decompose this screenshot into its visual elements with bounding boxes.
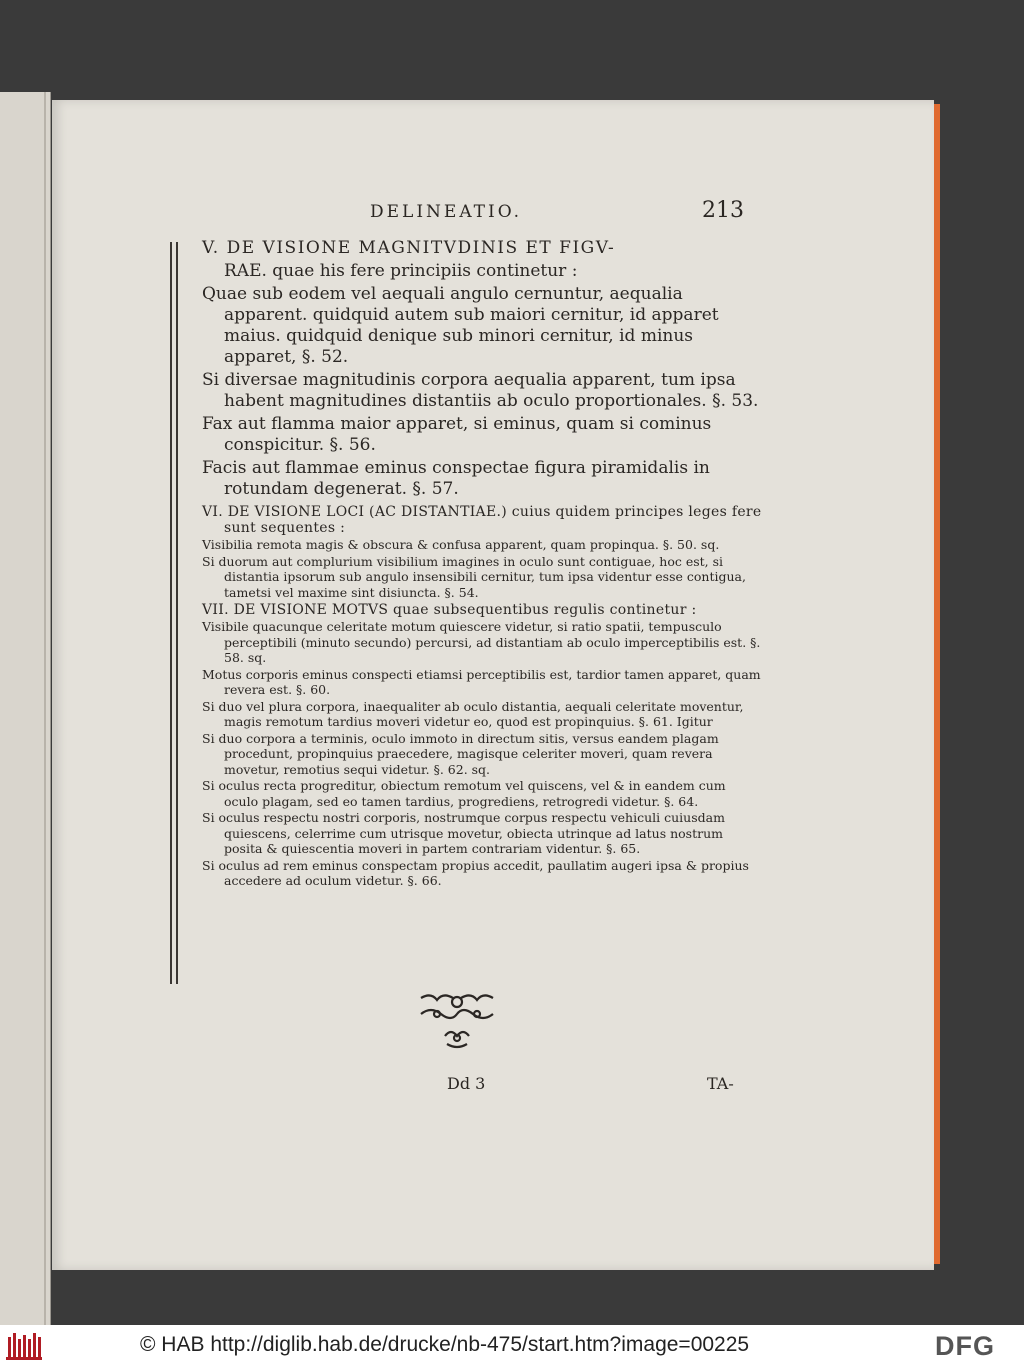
section-7-paragraph: Si duo corpora a terminis, oculo immoto in directum sitis, versus eandem plagam procedunt, propinquius praecedere, magisque celeriter moveri, quam revera movetur, remotius sequi videtur. §. 62. sq. xyxy=(202,730,719,777)
section-5-paragraph: Si diversae magnitudinis corpora aequalia apparent, tum ipsa habent magnitudines distantiis ab oculo proportionales. §. 53. xyxy=(202,370,759,411)
section-5-paragraph: Quae sub eodem vel aequali angulo cernuntur, aequalia apparent. quidquid autem sub maiori cernitur, id apparet maius. quidquid denique sub minori cernitur, id minus apparet, §. 52. xyxy=(202,284,719,367)
page-number: 213 xyxy=(702,198,744,223)
section-6-paragraph: Si duorum aut complurium visibilium imagines in oculo sunt contiguae, hoc est, si distantia ipsorum sub angulo insensibili cernitur, tum ipsa videntur esse contigua, tametsi vel maxime sint disiuncta. §. 54. xyxy=(202,553,746,600)
section-5 xyxy=(202,238,762,500)
running-title: DELINEATIO. xyxy=(370,202,523,222)
hab-logo-icon xyxy=(6,1331,42,1361)
page-orange-edge xyxy=(934,104,940,1264)
section-5-paragraph: Facis aut flammae eminus conspectae figura piramidalis in rotundam degenerat. §. 57. xyxy=(202,458,710,499)
section-7-paragraph: Si oculus ad rem eminus conspectam propius accedit, paullatim augeri ipsa & propius accedere ad oculum videtur. §. 66. xyxy=(202,857,749,888)
page-text xyxy=(202,238,762,889)
section-7-paragraph: Si duo vel plura corpora, inaequaliter ab oculo distantia, aequali celeritate moventur, magis remotum tardius moveri videtur eo, quod est propinquius. §. 61. Igitur xyxy=(202,698,744,729)
section-6-paragraph: Visibilia remota magis & obscura & confusa apparent, quam propinqua. §. 50. sq. xyxy=(202,537,720,552)
section-7 xyxy=(202,602,762,889)
catchword: TA- xyxy=(707,1074,734,1093)
section-7-paragraph: Si oculus respectu nostri corporis, nostrumque corpus respectu vehiculi cuiusdam quiescens, celerrime cum utrisque movetur, obiecta utrinque ad latus nostrum posita & quiescentia moveri in partem contrariam videntur. §. 65. xyxy=(202,810,725,856)
section-7-paragraph: Si oculus recta progreditur, obiectum remotum vel quiscens, vel & in eandem cum oculo plagam, sed eo tamen tardius, progrediens, retrogredi videtur. §. 64. xyxy=(202,778,726,809)
signature-mark: Dd 3 xyxy=(447,1074,486,1093)
page-header xyxy=(52,198,934,232)
viewer-footer xyxy=(0,1325,1024,1367)
book-page xyxy=(52,100,934,1270)
section-5-paragraph: Fax aut flamma maior apparet, si eminus, quam si cominus conspicitur. §. 56. xyxy=(202,414,712,455)
section-6-heading: VI. DE VISIONE LOCI (AC DISTANTIAE.) cuius quidem principes leges fere sunt sequentes : xyxy=(202,504,762,536)
section-7-paragraph: Motus corporis eminus conspecti etiamsi perceptibilis est, tardior tamen apparet, quam revera est. §. 60. xyxy=(202,666,761,697)
section-5-heading-2: RAE. quae his fere principiis continetur : xyxy=(224,261,578,281)
dfg-logo: DFG xyxy=(935,1331,995,1361)
section-6 xyxy=(202,504,762,600)
section-5-heading-1: V. DE VISIONE MAGNITVDINIS ET FIGV- xyxy=(202,238,616,258)
margin-rule-outer xyxy=(170,242,172,984)
printer-ornament-icon xyxy=(417,992,497,1052)
margin-rule-inner xyxy=(176,242,178,984)
section-7-paragraph: Visibile quacunque celeritate motum quiescere videtur, si ratio spatii, tempusculo perceptibili (minuto secundo) percursi, ad distantiam ab oculo imperceptibilis est. §. 58. sq. xyxy=(202,619,761,665)
credit-link[interactable]: © HAB http://diglib.hab.de/drucke/nb-475/start.htm?image=00225 xyxy=(140,1333,750,1356)
left-page-edge xyxy=(0,92,51,1325)
section-7-heading: VII. DE VISIONE MOTVS quae subsequentibus regulis continetur : xyxy=(202,602,697,618)
